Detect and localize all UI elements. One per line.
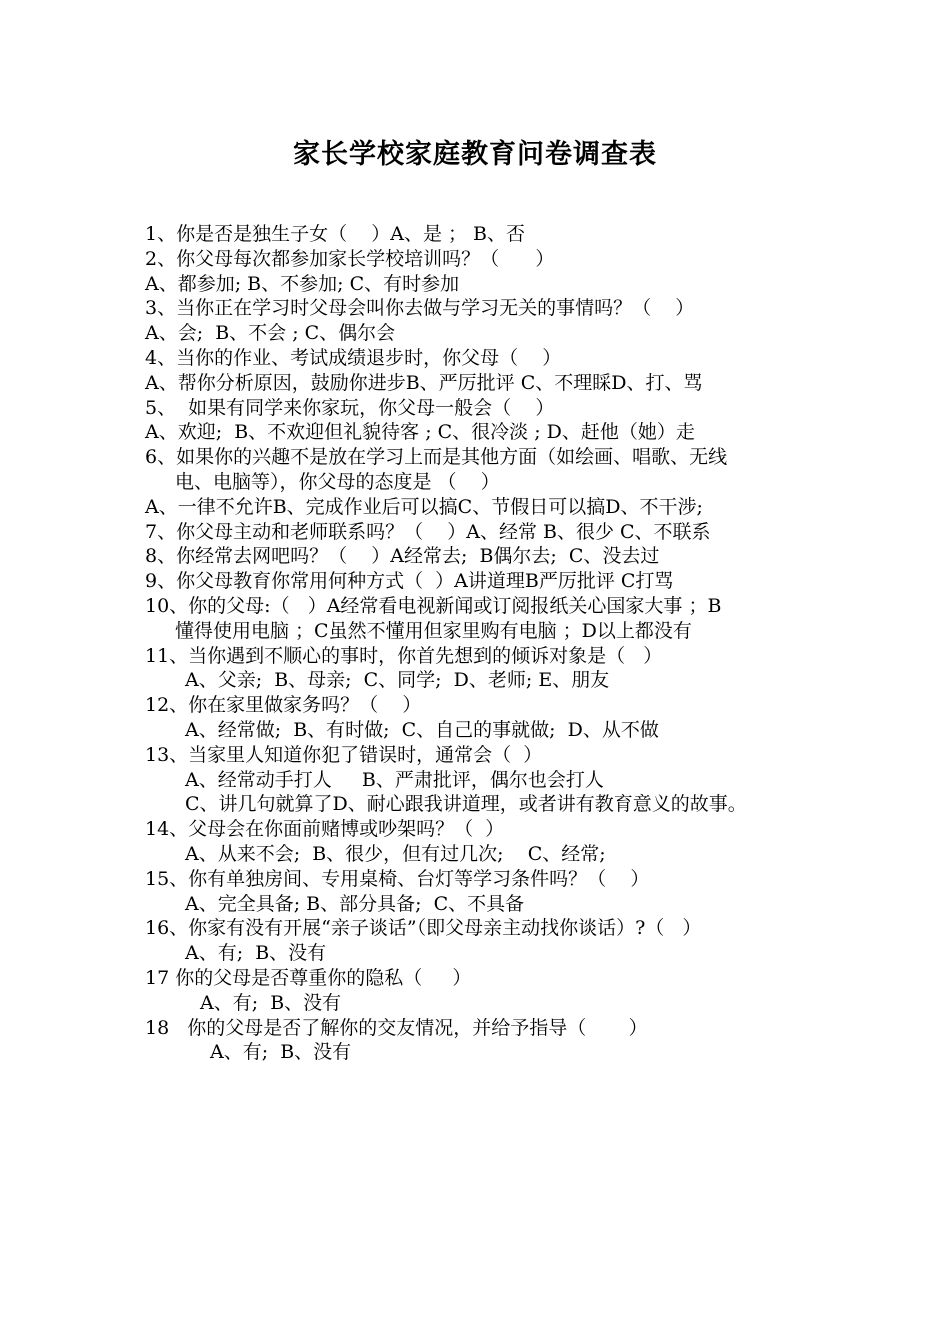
question-line: 9、你父母教育你常用何种方式（ ）A讲道理B严厉批评 C打骂 (145, 570, 674, 593)
answer-options-line: A、有; B、没有 (185, 942, 327, 965)
question-line: 17 你的父母是否尊重你的隐私（ ） (145, 966, 472, 989)
question-line: 6、如果你的兴趣不是放在学习上而是其他方面（如绘画、唱歌、无线 (145, 446, 728, 469)
page-title: 家长学校家庭教育问卷调查表 (293, 139, 657, 170)
question-line: A、都参加; B、不参加; C、有时参加 (145, 272, 460, 295)
answer-options-line: A、经常动手打人 B、严肃批评，偶尔也会打人 (185, 768, 604, 791)
answer-options-line: A、从来不会; B、很少，但有过几次; C、经常; (185, 842, 606, 865)
question-line: 1、你是否是独生子女（ ）A、是 ； B、否 (145, 223, 526, 245)
question-line: 2、你父母每次都参加家长学校培训吗？（ ） (145, 247, 555, 270)
answer-options-line: 懂得使用电脑 ；C虽然不懂用但家里购有电脑 ；D以上都没有 (175, 619, 692, 642)
question-line: 10、你的父母:（ ）A经常看电视新闻或订阅报纸关心国家大事 ；B (145, 594, 722, 617)
question-line: A、会; B、不会 ; C、偶尔会 (145, 322, 396, 345)
survey-questions (145, 222, 825, 1065)
answer-options-line: A、完全具备; B、部分具备; C、不具备 (185, 892, 525, 915)
answer-options-line: A、父亲; B、母亲; C、同学; D、老师; E、朋友 (185, 669, 610, 692)
question-line: A、帮你分析原因，鼓励你进步B、严厉批评 C、不理睬D、打、骂 (145, 371, 703, 394)
question-line: 16、你家有没有开展“亲子谈话”（即父母亲主动找你谈话）?（ ） (145, 917, 702, 940)
answer-options-line: A、有; B、没有 (210, 1041, 352, 1064)
question-line: 4、当你的作业、考试成绩退步时，你父母（ ） (145, 346, 562, 369)
question-line: 3、当你正在学习时父母会叫你去做与学习无关的事情吗？（ ） (145, 297, 695, 320)
question-line: A、欢迎; B、不欢迎但礼貌待客 ; C、很冷淡 ; D、赶他（她）走 (145, 421, 695, 444)
question-line: 12、你在家里做家务吗？（ ） (145, 694, 422, 717)
answer-options-line: 电、电脑等），你父母的态度是 （ ） (175, 470, 500, 493)
answer-options-line: A、经常做; B、有时做; C、自己的事就做; D、从不做 (185, 718, 659, 741)
question-line: 18 你的父母是否了解你的交友情况，并给予指导（ ） (145, 1016, 648, 1039)
question-line: 5、 如果有同学来你家玩，你父母一般会（ ） (145, 396, 555, 419)
question-line: 11、当你遇到不顺心的事时，你首先想到的倾诉对象是（ ） (145, 644, 663, 667)
question-line: 15、你有单独房间、专用桌椅、台灯等学习条件吗？（ ） (145, 867, 650, 890)
answer-options-line: C、讲几句就算了D、耐心跟我讲道理，或者讲有教育意义的故事。 (185, 793, 747, 816)
question-line: 7、你父母主动和老师联系吗？（ ）A、经常 B、很少 C、不联系 (145, 520, 711, 543)
question-line: 13、当家里人知道你犯了错误时，通常会（ ） (145, 743, 543, 766)
question-line: A、一律不允许B、完成作业后可以搞C、节假日可以搞D、不干涉; (145, 495, 703, 518)
answer-options-line: A、有; B、没有 (200, 991, 342, 1014)
question-line: 14、父母会在你面前赌博或吵架吗？（ ） (145, 818, 505, 841)
question-line: 8、你经常去网吧吗？（ ）A经常去; B偶尔去; C、没去过 (145, 545, 660, 568)
